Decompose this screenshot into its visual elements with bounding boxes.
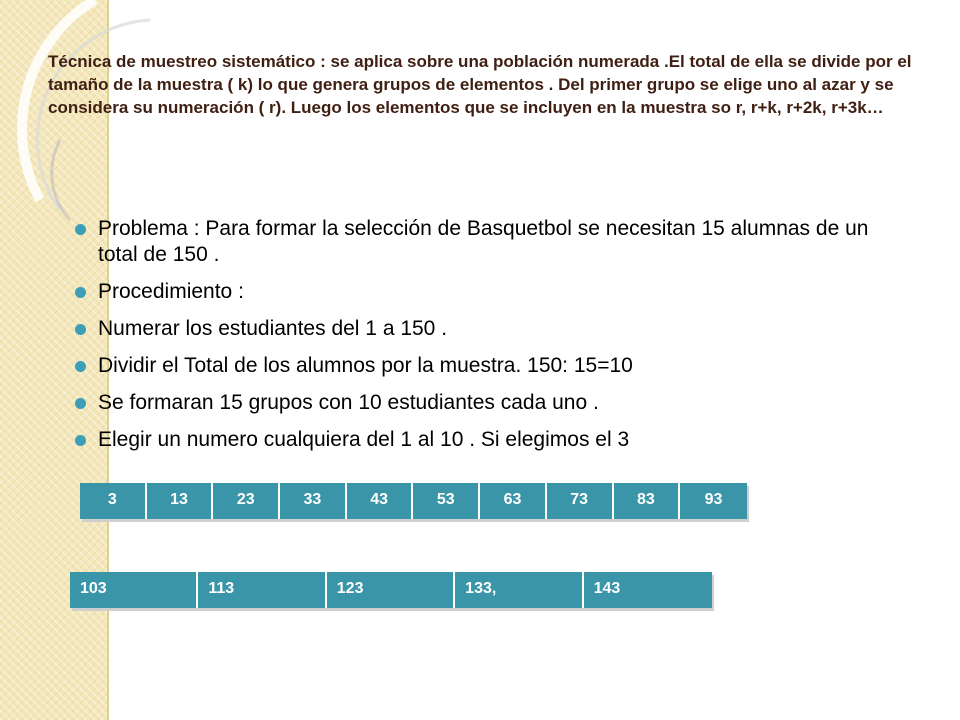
table-cell: 53	[413, 483, 480, 519]
table-cell: 43	[347, 483, 414, 519]
table-cell: 83	[614, 483, 681, 519]
bullet-icon	[75, 324, 86, 335]
table-cell: 23	[213, 483, 280, 519]
table-cell: 3	[80, 483, 147, 519]
slide-title: Técnica de muestreo sistemático : se aplica sobre una población numerada .El total de ella se divide por el tamaño de la muestra ( k) lo que genera grupos de elementos . Del primer grupo se elige uno al azar y se considera su numeración ( r). Luego los elementos que se incluyen en la muestra so r, r+k, r+2k, r+3k…	[48, 52, 912, 117]
table-cell: 33	[280, 483, 347, 519]
bullet-item	[70, 353, 870, 379]
bullet-text: Se formaran 15 grupos con 10 estudiantes cada uno .	[98, 391, 599, 414]
bullet-text: Numerar los estudiantes del 1 a 150 .	[98, 317, 448, 340]
sample-table-row-1	[80, 483, 747, 519]
table-cell: 73	[547, 483, 614, 519]
bullet-list	[70, 216, 870, 464]
bullet-text: Problema : Para formar la selección de Basquetbol se necesitan 15 alumnas de un total de 150 .	[98, 217, 869, 266]
bullet-item	[70, 390, 870, 416]
table-cell: 103	[70, 572, 198, 608]
bullet-text: Dividir el Total de los alumnos por la muestra. 150: 15=10	[98, 354, 633, 377]
table-cell: 133,	[455, 572, 583, 608]
table-cell: 143	[584, 572, 712, 608]
bullet-text: Procedimiento :	[98, 280, 244, 303]
bullet-icon	[75, 287, 86, 298]
table-cell: 113	[198, 572, 326, 608]
bullet-icon	[75, 435, 86, 446]
bullet-icon	[75, 224, 86, 235]
table-cell: 123	[327, 572, 455, 608]
bullet-item	[70, 216, 870, 268]
bullet-item	[70, 279, 870, 305]
bullet-text: Elegir un numero cualquiera del 1 al 10 . Si elegimos el 3	[98, 428, 630, 451]
table-cell: 93	[680, 483, 747, 519]
bullet-icon	[75, 398, 86, 409]
sample-table-row-2	[70, 572, 712, 608]
table-cell: 63	[480, 483, 547, 519]
bullet-icon	[75, 361, 86, 372]
bullet-item	[70, 427, 870, 453]
bullet-item	[70, 316, 870, 342]
table-cell: 13	[147, 483, 214, 519]
